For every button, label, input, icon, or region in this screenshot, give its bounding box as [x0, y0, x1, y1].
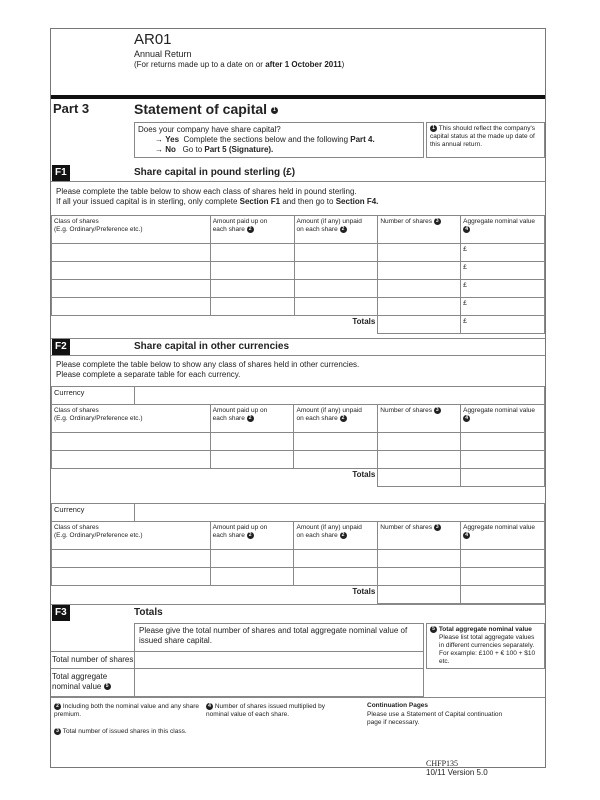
section-f2-tag: F2: [52, 339, 70, 355]
currency-input[interactable]: [134, 387, 544, 405]
table-row: £: [52, 280, 545, 298]
section-f1-tag: F1: [52, 165, 70, 181]
f1-intro: Please complete the table below to show each class of shares held in pound sterling.: [56, 187, 357, 196]
section-f3-header: [51, 604, 545, 622]
arrow-right-icon: →: [155, 145, 163, 154]
table-row: £: [52, 244, 545, 262]
footer-code: CHFP135: [426, 759, 459, 768]
col-number: Number of shares 3: [378, 216, 461, 244]
part-title: Statement of capital 1: [134, 100, 278, 118]
table-header-row: [52, 216, 545, 244]
section-f3-tag: F3: [52, 605, 70, 621]
col-paid: Amount paid up on each share 2: [210, 216, 294, 244]
yes-option[interactable]: → Yes Complete the sections below and the following Part 4.: [155, 135, 375, 144]
f2-table-1: [51, 386, 545, 487]
totals-label: Totals: [52, 586, 378, 604]
note-marker-icon: 5: [430, 626, 437, 633]
table-row: [52, 451, 545, 469]
side-note-1: 1 This should reflect the company's capital status at the made up date of this annual return.: [426, 122, 545, 158]
arrow-right-icon: →: [155, 135, 163, 144]
footnote-divider: [51, 697, 545, 698]
footer-version: 10/11 Version 5.0: [426, 768, 488, 777]
table-row: £: [52, 262, 545, 280]
f1-table: [51, 215, 545, 334]
totals-row: [52, 586, 545, 604]
totals-row: Totals £: [52, 316, 545, 334]
total-aggregate-input[interactable]: [134, 669, 424, 696]
total-shares-input[interactable]: [134, 652, 424, 669]
col-class: Class of shares (E.g. Ordinary/Preference etc.): [52, 216, 211, 244]
f2-intro-2: Please complete a separate table for each currency.: [56, 370, 241, 379]
no-option[interactable]: → No Go to Part 5 (Signature).: [155, 145, 274, 154]
note-marker-icon: 1: [430, 125, 437, 132]
col-unpaid: Amount (if any) unpaid on each share 2: [294, 216, 378, 244]
form-note: (For returns made up to a date on or after 1 October 2011): [134, 60, 345, 69]
f1-intro-2: If all your issued capital is in sterling, only complete Section F1 and then go to Section F4.: [56, 197, 379, 206]
total-shares-row: Total number of shares: [51, 651, 424, 669]
continuation-title: Continuation Pages: [367, 702, 429, 709]
side-note-5: 5 Total aggregate nominal value Please list total aggregate values in different currencies separately. For example: £100 + € 100 + $10 etc.: [426, 623, 545, 669]
currency-input[interactable]: [134, 504, 544, 522]
part-label: Part 3: [53, 101, 90, 116]
section-f2-title: Share capital in other currencies: [134, 341, 290, 352]
form-page: [50, 28, 546, 768]
form-name: Annual Return: [134, 49, 192, 59]
currency-label: Currency: [52, 387, 135, 405]
table-row: [52, 568, 545, 586]
currency-label: Currency: [52, 504, 135, 522]
table-row: £: [52, 298, 545, 316]
part-divider: [51, 95, 545, 99]
table-header-row: Class of shares (E.g. Ordinary/Preference etc.) Amount paid up on each share 2 Amount (if any) unpaid on each share 2 Number of shares 3 Aggregate nominal value 4: [52, 405, 545, 433]
section-f2-header: [51, 338, 545, 356]
col-aggregate: Aggregate nominal value 4: [461, 216, 545, 244]
total-aggregate-row: Total aggregate nominal value 5: [51, 669, 424, 697]
totals-row: [52, 469, 545, 487]
totals-label: Totals: [52, 316, 378, 334]
form-code: AR01: [134, 31, 172, 48]
section-f1-header: [51, 164, 545, 182]
table-row: [52, 550, 545, 568]
f2-intro: Please complete the table below to show any class of shares held in other currencies.: [56, 360, 360, 369]
f3-intro: Please give the total number of shares and total aggregate nominal value of issued share capital.: [134, 623, 424, 651]
section-f1-title: Share capital in pound sterling (£): [134, 167, 296, 178]
footnote-4: 4 Number of shares issued multiplied by nominal value of each share.: [206, 703, 326, 719]
totals-label: Totals: [52, 469, 378, 487]
note-marker-icon: 1: [271, 107, 278, 114]
continuation-text: Please use a Statement of Capital continuation page if necessary.: [367, 711, 503, 726]
footnote-3: 3 Total number of issued shares in this class.: [54, 728, 204, 736]
table-row: [52, 433, 545, 451]
share-capital-question: Does your company have share capital? → Yes Complete the sections below and the following Part 4. → No Go to Part 5 (Signature).: [134, 122, 424, 158]
footnote-2: 2 Including both the nominal value and any share premium.: [54, 703, 200, 719]
section-f3-title: Totals: [134, 607, 163, 618]
f2-table-2: [51, 503, 545, 604]
table-header-row: Class of shares (E.g. Ordinary/Preference etc.) Amount paid up on each share 2 Amount (if any) unpaid on each share 2 Number of shares 3 Aggregate nominal value 4: [52, 522, 545, 550]
